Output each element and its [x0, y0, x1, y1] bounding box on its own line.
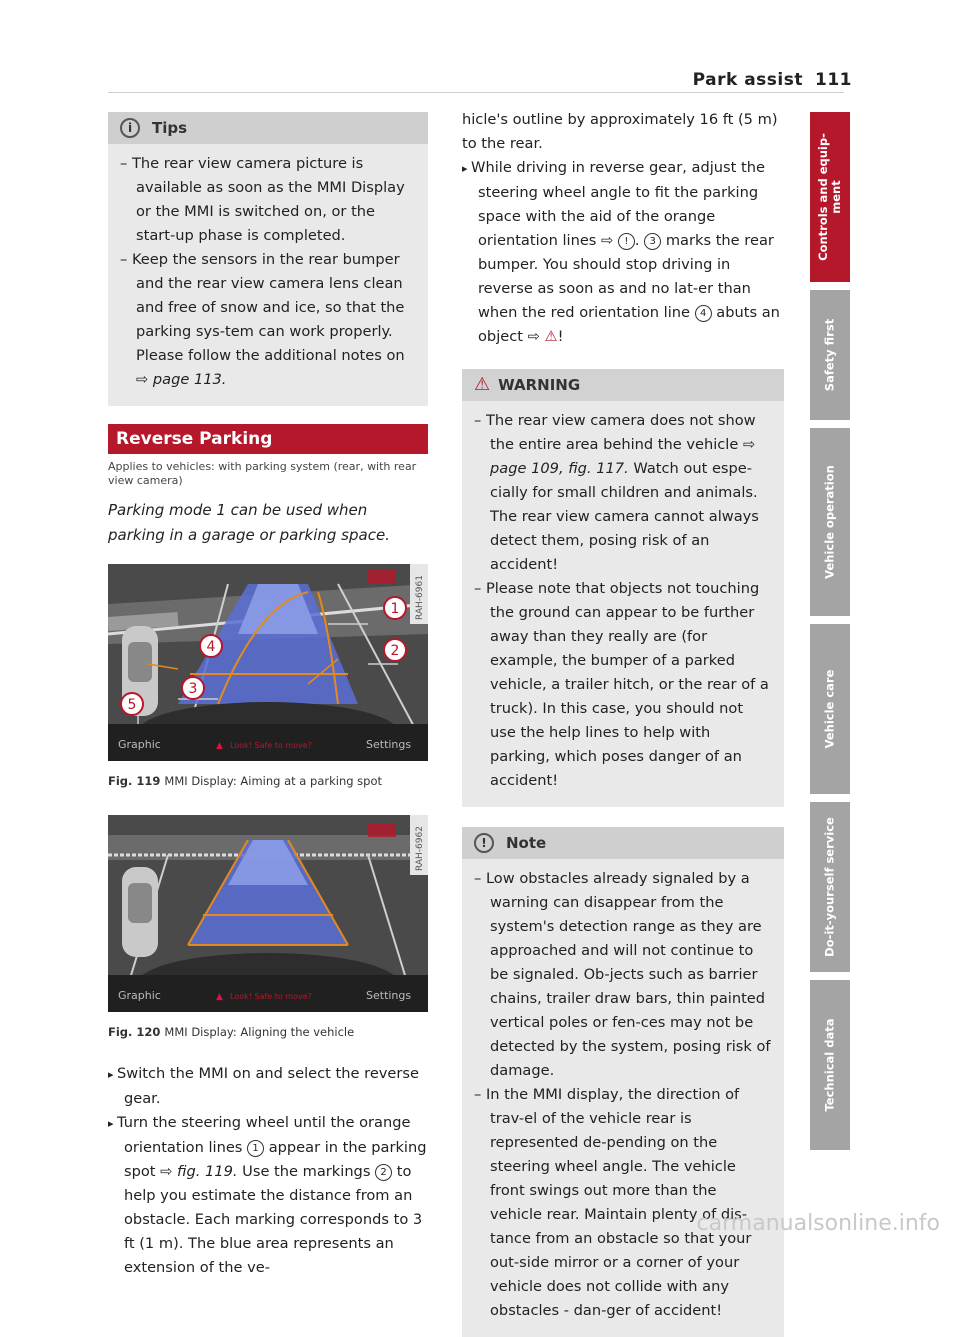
warning-ref-icon[interactable]: ⚠ — [544, 328, 558, 345]
header-section: Park assist — [692, 70, 803, 90]
warning-item: – The rear view camera does not show the entire area behind the vehicle ⇨ page 109, fig. 117. Watch out espe-cially for small children and animals. The rear view camera cannot always detect them, posing risk of an accident! — [474, 409, 772, 577]
step-item: ▸ While driving in reverse gear, adjust the steering wheel angle to fit the parking space with the aid of the orange orientation lines ⇨ ! . 3 marks the rear bumper. You should stop driving in reverse as soon as and no lat-er than when the red orientation line 4 abuts an object ⇨ ⚠! — [462, 156, 784, 349]
header-divider — [108, 92, 844, 93]
warning-title: WARNING — [498, 376, 581, 394]
continued-paragraph: hicle's outline by approximately 16 ft (5 m) to the rear. — [462, 111, 778, 152]
exclamation-icon: ! — [474, 833, 494, 853]
callout-3-icon: 3 — [644, 233, 661, 250]
instruction-steps — [108, 1062, 428, 1280]
marker-4: 4 — [206, 639, 216, 655]
figure-code: RAH-6961 — [415, 575, 425, 620]
tab-do-it-yourself[interactable]: Do-it-yourself service — [810, 802, 850, 972]
intro-text: Parking mode 1 can be used when parking in a garage or parking space. — [108, 501, 390, 544]
step-item: ▸ Turn the steering wheel until the orange orientation lines 1 appear in the parking spot ⇨ fig. 119. Use the markings 2 to help you estimate the distance from an obstacle. Each marking corresponds to 3 ft (1 m). The blue area represents an extension of the ve- — [108, 1111, 428, 1280]
note-header — [462, 827, 784, 859]
figure-120-caption: Fig. 120 MMI Display: Aligning the vehicle — [108, 1025, 355, 1039]
callout-2-icon: 2 — [375, 1164, 392, 1181]
applies-note: Applies to vehicles: with parking system (rear, with rear view camera) — [108, 460, 417, 487]
tab-safety[interactable]: Safety first — [810, 290, 850, 420]
figure-119-image — [108, 564, 428, 761]
warning-icon: ⚠ — [474, 374, 491, 395]
screen-warning-text: Look! Safe to move? — [230, 741, 312, 750]
note-item: – Low obstacles already signaled by a warning can disappear from the system's detection range as they are approached and will not continue to be signaled. Ob-jects such as barrier chains, trailer draw bars, thin painted vertical poles or fen-ces may not be detected by the system, posing risk of damage. — [474, 867, 772, 1083]
tips-header — [108, 112, 428, 144]
note-ref-icon[interactable]: ! — [618, 233, 635, 250]
tab-vehicle-care[interactable]: Vehicle care — [810, 624, 850, 794]
section-title: Reverse Parking — [108, 424, 428, 454]
tips-item-text: Keep the sensors in the rear bumper and the rear view camera lens clean and free of snow and ice, so that the parking sys-tem can work properly. Please follow the additional notes on — [131, 251, 405, 364]
screen-label-graphic: Graphic — [118, 989, 161, 1002]
note-title: Note — [506, 834, 547, 852]
marker-1: 1 — [390, 601, 400, 617]
marker-3: 3 — [188, 681, 198, 697]
tips-item: – The rear view camera picture is available as soon as the MMI Display or the MMI is switched on, or the start-up phase is completed. — [120, 152, 416, 248]
marker-2: 2 — [390, 643, 400, 659]
tips-box — [108, 112, 428, 406]
warning-box — [462, 369, 784, 807]
warning-item: – Please note that objects not touching the ground can appear to be further away than they really are (for example, the bumper of a parked vehicle, a trailer hitch, or the rear of a truck). In this case, you should not use the help lines to help with parking, which poses danger of an accident! — [474, 577, 772, 793]
note-item: – In the MMI display, the direction of trav-el of the vehicle rear is represented de-pending on the steering wheel angle. The vehicle front swings out more than the vehicle rear. Maintain plenty of dis-tance from an obstacle so that your out-side mirror or a corner of your vehicle does not collide with any obstacles - dan-ger of accident! — [474, 1083, 772, 1323]
left-column — [108, 112, 428, 1280]
note-box — [462, 827, 784, 1337]
page-header — [693, 70, 852, 90]
screen-warning-text: Look! Safe to move? — [230, 992, 312, 1001]
screen-label-graphic: Graphic — [118, 738, 161, 751]
step-item: ▸ Switch the MMI on and select the reverse gear. — [108, 1062, 428, 1111]
svg-text:▲: ▲ — [216, 992, 223, 1002]
page-reference-link[interactable]: ⇨ page 113. — [136, 371, 227, 388]
info-icon: i — [120, 118, 140, 138]
figure-code: RAH-6962 — [415, 826, 425, 871]
page-number: 111 — [815, 70, 852, 90]
tab-controls[interactable]: Controls and equip- ment — [810, 112, 850, 282]
tips-item — [120, 248, 416, 392]
camera-view-graphic — [108, 564, 428, 761]
camera-view-graphic — [108, 815, 428, 1012]
warning-header — [462, 369, 784, 401]
callout-4-icon: 4 — [695, 305, 712, 322]
tab-technical-data[interactable]: Technical data — [810, 980, 850, 1150]
right-column — [462, 108, 784, 1337]
tips-title: Tips — [152, 119, 188, 137]
svg-text:▲: ▲ — [216, 741, 223, 751]
page-reference-link[interactable]: ⇨ page 109, fig. 117. — [490, 436, 756, 477]
screen-label-settings: Settings — [366, 738, 412, 751]
instruction-steps-continued — [462, 156, 784, 349]
figure-reference-link[interactable]: ⇨ fig. 119. — [160, 1163, 238, 1180]
marker-5: 5 — [127, 697, 137, 713]
screen-label-settings: Settings — [366, 989, 412, 1002]
watermark: carmanualsonline.info — [696, 1211, 940, 1236]
figure-120-image — [108, 815, 428, 1012]
callout-1-icon: 1 — [247, 1140, 264, 1157]
figure-119-caption: Fig. 119 MMI Display: Aiming at a parking spot — [108, 774, 383, 788]
tab-vehicle-operation[interactable]: Vehicle operation — [810, 428, 850, 616]
